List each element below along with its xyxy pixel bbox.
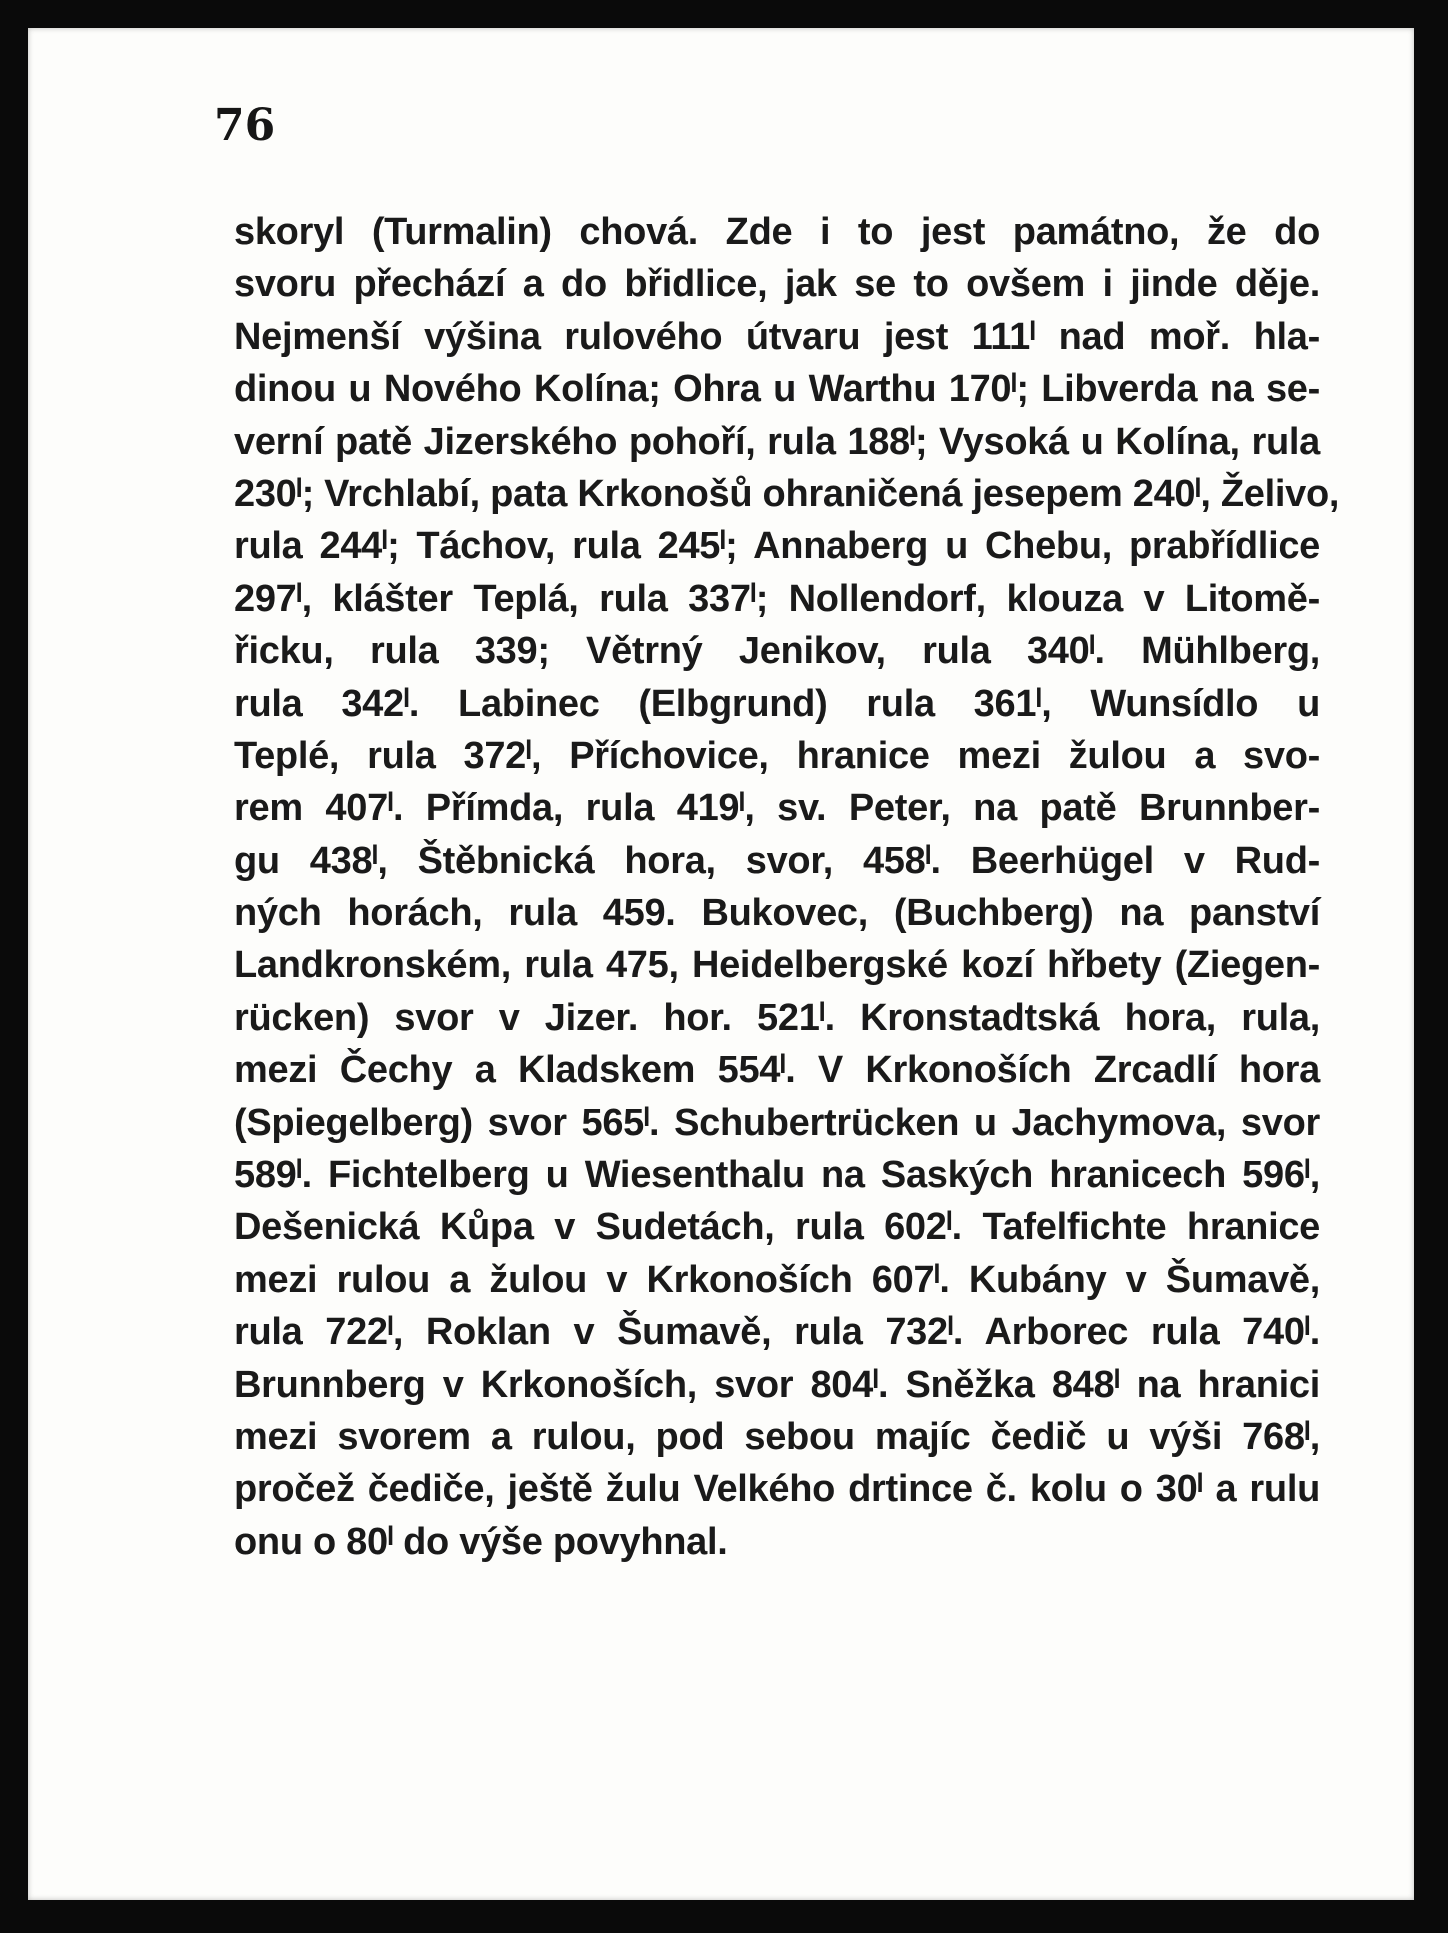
text-line: rücken) svor v Jizer. hor. 521ˡ. Kronstadtská hora, rula, — [234, 996, 1320, 1039]
text-line: mezi svorem a rulou, pod sebou majíc čedič u výši 768ˡ, — [234, 1415, 1320, 1458]
text-line: rula 722ˡ, Roklan v Šumavě, rula 732ˡ. Arborec rula 740ˡ. — [234, 1311, 1320, 1354]
text-line: svoru přechází a do břidlice, jak se to ovšem i jinde děje. — [234, 263, 1320, 306]
page-number: 76 — [214, 100, 276, 151]
book-page — [28, 28, 1414, 1900]
text-line: 230ˡ; Vrchlabí, pata Krkonošů ohraničená jesepem 240ˡ, Želivo, — [234, 472, 1340, 515]
text-line: Landkronském, rula 475, Heidelbergské kozí hřbety (Ziegen- — [234, 944, 1320, 987]
text-line: verní patě Jizerského pohoří, rula 188ˡ; Vysoká u Kolína, rula — [234, 420, 1320, 463]
text-line: ných horách, rula 459. Bukovec, (Buchberg) na panství — [234, 892, 1320, 935]
text-line: Dešenická Kůpa v Sudetách, rula 602ˡ. Tafelfichte hranice — [234, 1206, 1320, 1249]
text-line: mezi Čechy a Kladskem 554ˡ. V Krkonoších Zrcadlí hora — [234, 1049, 1320, 1092]
text-line: (Spiegelberg) svor 565ˡ. Schubertrücken u Jachymova, svor — [234, 1101, 1320, 1144]
text-line: Brunnberg v Krkonoších, svor 804ˡ. Sněžka 848ˡ na hranici — [234, 1363, 1320, 1406]
text-line: gu 438ˡ, Štěbnická hora, svor, 458ˡ. Beerhügel v Rud- — [234, 839, 1320, 882]
text-line: rula 342ˡ. Labinec (Elbgrund) rula 361ˡ, Wunsídlo u — [234, 682, 1320, 725]
text-line: skoryl (Turmalin) chová. Zde i to jest památno, že do — [234, 211, 1320, 253]
text-line: rula 244ˡ; Táchov, rula 245ˡ; Annaberg u Chebu, prabřídlice — [234, 525, 1320, 568]
text-line: řicku, rula 339; Větrný Jenikov, rula 340ˡ. Mühlberg, — [234, 630, 1320, 673]
text-line: mezi rulou a žulou v Krkonoších 607ˡ. Kubány v Šumavě, — [234, 1258, 1320, 1301]
text-line: Teplé, rula 372ˡ, Příchovice, hranice mezi žulou a svo- — [234, 734, 1320, 777]
text-line: rem 407ˡ. Přímda, rula 419ˡ, sv. Peter, na patě Brunnber- — [234, 787, 1320, 830]
text-line: 589ˡ. Fichtelberg u Wiesenthalu na Saských hranicech 596ˡ, — [234, 1154, 1320, 1197]
body-text — [234, 206, 1340, 1568]
text-line: pročež čediče, ještě žulu Velkého drtince č. kolu o 30ˡ a rulu — [234, 1468, 1320, 1511]
text-line: Nejmenší výšina rulového útvaru jest 111ˡ nad moř. hla- — [234, 315, 1320, 358]
text-line: onu o 80ˡ do výše povyhnal. — [234, 1520, 728, 1563]
text-line: dinou u Nového Kolína; Ohra u Warthu 170ˡ; Libverda na se- — [234, 368, 1320, 411]
text-line: 297ˡ, klášter Teplá, rula 337ˡ; Nollendorf, klouza v Litomě- — [234, 577, 1320, 620]
